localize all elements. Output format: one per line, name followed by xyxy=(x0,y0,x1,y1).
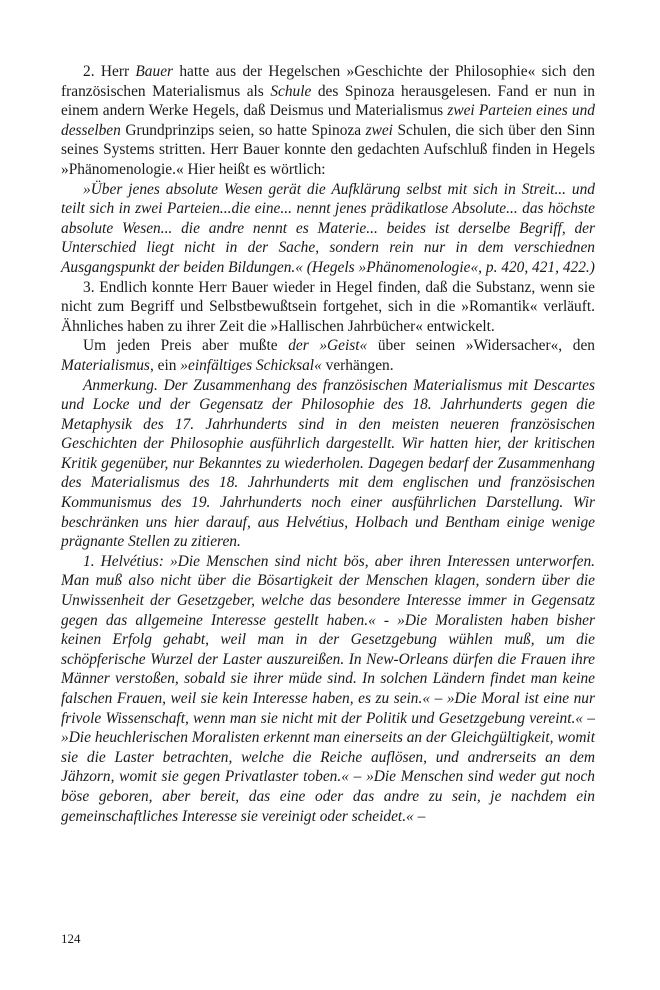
italic-text-run: »einfältiges Schicksal« xyxy=(180,356,322,374)
paragraph-substanz xyxy=(61,278,595,337)
text-run: hatte aus der Hegelschen »Geschichte der Philosophie« sich den französischen Materialismus als xyxy=(61,63,595,100)
text-run: über seinen »Widersacher«, den xyxy=(367,337,595,355)
text-run: 2. Herr xyxy=(83,63,136,80)
paragraph-anmerkung xyxy=(61,376,595,552)
text-run: des Spinoza herausgelesen. Fand er nun in einem andern Werke Hegels, daß Deismus und Materialismus xyxy=(61,82,595,120)
italic-text-run: Bauer xyxy=(135,63,174,80)
text-run: Um jeden Preis aber mußte xyxy=(83,337,289,355)
text-run: verhängen. xyxy=(321,356,394,374)
paragraph-geist-schicksal xyxy=(61,336,595,375)
italic-text-run: Schule xyxy=(270,82,312,100)
italic-text-run: »Über jenes absolute Wesen gerät die Aufklärung selbst mit sich in Streit... und teilt sich in zwei Parteien...die eine... nennt jenes prädikatlose Absolute... das höchste absolute Wesen... die andre nennt es Materie... beides ist derselbe Begriff, der Unterschied liegt nicht in der Sache, sondern rein nur in dem verschiednen Ausgangspunkt der beiden Bildungen.« (Hegels »Phänomenologie«, p. 420, 421, 422.) xyxy=(61,180,595,276)
text-run: 3. Endlich konnte Herr Bauer wieder in Hegel finden, daß die Substanz, wenn sie nicht zum Begriff und Selbstbewußtsein fortgehet, sich in die »Romantik« verläuft. Ähnliches haben zu ihrer Zeit die »Hallischen Jahrbücher« entwickelt. xyxy=(61,278,595,335)
text-run: Grundprinzips seien, so hatte Spinoza xyxy=(120,121,366,139)
italic-text-run: der »Geist« xyxy=(288,337,368,355)
italic-text-run: zwei Parteien eines und desselben xyxy=(61,102,595,139)
italic-text-run: Anmerkung. Der Zusammenhang des französischen Materialismus mit Descartes und Locke und der Gegensatz der Philosophie des 18. Jahrhunderts gegen die Metaphysik des 17. Jahrhunderts sind in den meisten neueren französischen Geschichten der Philosophie ausführlich dargestellt. Wir hatten hier, der kritischen Kritik gegenüber, nur Bekanntes zu wiederholen. Dagegen bedarf der Zusammenhang des Materialismus des 18. Jahrhunderts mit dem englischen und französischen Kommunismus des 19. Jahrhunderts noch einer ausführlichen Darstellung. Wir beschränken uns hier darauf, aus Helvétius, Holbach und Bentham einige wenige prägnante Stellen zu zitieren. xyxy=(61,376,595,551)
page-number: 124 xyxy=(61,931,81,946)
paragraph-bauer-hegel xyxy=(61,62,595,180)
italic-text-run: zwei xyxy=(365,121,393,139)
paragraph-hegel-quote xyxy=(61,180,595,278)
text-run: Schulen, die sich über den Sinn seines Systems stritten. Herr Bauer konnte den gedachten Aufschluß finden in Hegels »Phänomenologie.« Hier heißt es wörtlich: xyxy=(61,121,595,178)
page-body xyxy=(61,62,595,826)
text-run: , ein xyxy=(149,356,181,374)
paragraph-helvetius xyxy=(61,552,595,826)
italic-text-run: 1. Helvétius: »Die Menschen sind nicht bös, aber ihren Interessen unterworfen. Man muß also nicht über die Bösartigkeit der Menschen klagen, sondern über die Unwissenheit der Gesetzgeber, welche das besondere Interesse immer in Gegensatz gegen das allgemeine Interesse gestellt haben.« - »Die Moralisten haben bisher keinen Erfolg gehabt, weil man in der Gesetzgebung wühlen muß, um die schöpferische Wurzel der Laster auszureißen. In New-Orleans dürfen die Frauen ihre Männer verstoßen, sobald sie ihrer müde sind. In solchen Ländern findet man keine falschen Frauen, weil sie kein Interesse haben, es zu sein.« – »Die Moral ist eine nur frivole Wissenschaft, wenn man sie nicht mit der Politik und Gesetzgebung vereint.« – »Die heuchlerischen Moralisten erkennt man einerseits an der Gleichgültigkeit, womit sie die Laster betrachten, welche die Reiche auflösen, und andrerseits an dem Jähzorn, womit sie gegen Privatlaster toben.« – »Die Menschen sind weder gut noch böse geboren, aber bereit, das eine oder das andre zu sein, je nachdem ein gemeinschaftliches Interesse sie vereinigt oder scheidet.« – xyxy=(61,552,595,825)
italic-text-run: Materialismus xyxy=(61,356,150,374)
